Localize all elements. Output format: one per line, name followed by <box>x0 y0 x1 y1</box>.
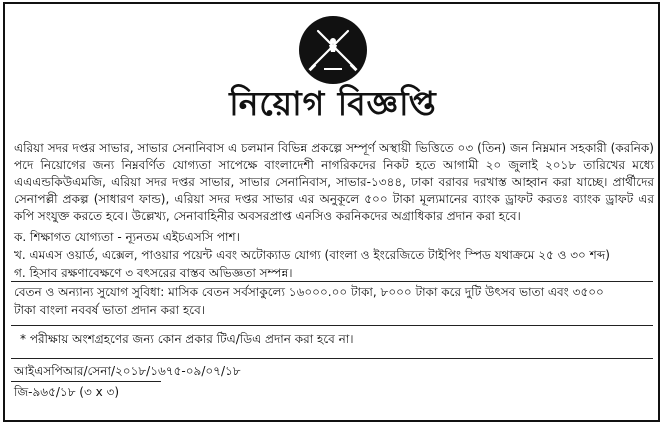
requirement-accounting-experience: গ. হিসাব রক্ষণাবেক্ষণে ৩ বৎসরের বাস্তব অভিজ্ঞতা সম্পন্ন। <box>14 266 293 280</box>
salary-line-2: টাকা বাংলা নববর্ষ ভাতা প্রদান করা হবে। <box>14 303 206 317</box>
ad-code: জি-৯৬৫/১৮ (৩ x ৩) <box>14 385 120 399</box>
salary-line-1: বেতন ও অন্যান্য সুযোগ সুবিধা: মাসিক বেতন সর্বসাকুল্যে ১৬০০০.০০ টাকা, ৮০০০ টাকা করে দুটি উৎসব ভাতা এবং ৩৫০০ <box>14 285 604 299</box>
divider-line <box>11 381 161 382</box>
ispr-reference-number: আইএসপিআর/সেনা/২০১৮/১৬৭৫-০৯/০৭/১৮ <box>14 364 241 378</box>
requirement-education: ক. শিক্ষাগত যোগ্যতা - ন্যূনতম এইচএসসি পাশ। <box>14 230 240 244</box>
salary-benefits <box>14 283 654 319</box>
divider-line <box>11 325 653 326</box>
army-crossed-swords-emblem-icon <box>298 15 368 85</box>
notice-title: নিয়োগ বিজ্ঞপ্তি <box>229 84 437 123</box>
requirements-list <box>14 228 654 282</box>
ta-da-note: * পরীক্ষায় অংশগ্রহণের জন্য কোন প্রকার টিএ/ডিএ প্রদান করা হবে না। <box>20 332 354 346</box>
requirement-computer-skills: খ. এমএস ওয়ার্ড, এক্সেল, পাওয়ার পয়েন্ট এবং অটোক্যাড যোগ্য (বাংলা ও ইংরেজিতে টাইপিং স্পিড যথাক্রমে ২৫ ও ৩০ শব্দ) <box>14 248 610 262</box>
divider-line <box>11 358 653 359</box>
divider-line <box>11 281 653 282</box>
notice-intro-paragraph: এরিয়া সদর দপ্তর সাভার, সাভার সেনানিবাস এ চলমান বিভিন্ন প্রকল্পে সম্পূর্ণ অস্থায়ী ভিত্তিতে ০৩ (তিন) জন নিম্নমান সহকারী (করনিক) পদে নিয়োগের জন্য নিম্নবর্ণিত যোগ্যতা সাপেক্ষে বাংলাদেশী নাগরিকদের নিকট হতে আগামী ২০ জুলাই ২০১৮ তারিখের মধ্যে এএএন্ডকিউএমজি, এরিয়া সদর দপ্তর সাভার, সাভার সেনানিবাস, সাভার-১৩৪৪, ঢাকা বরাবর দরখাস্ত আহ্বান করা যাচ্ছে। প্রার্থীদের সেনাপল্লী প্রকল্প (সাধারণ ফান্ড), এরিয়া সদর দপ্তর সাভার এর অনুকূলে ৫০০ টাকা মূল্যমানের ব্যাংক ড্রাফট করতঃ ব্যাংক ড্রাফট এর কপি সংযুক্ত করতে হবে। উল্লেখ্য, সেনাবাহিনীর অবসরপ্রাপ্ত এনসিও করনিকদের অগ্রাধিকার প্রদান করা হবে। <box>14 141 654 223</box>
